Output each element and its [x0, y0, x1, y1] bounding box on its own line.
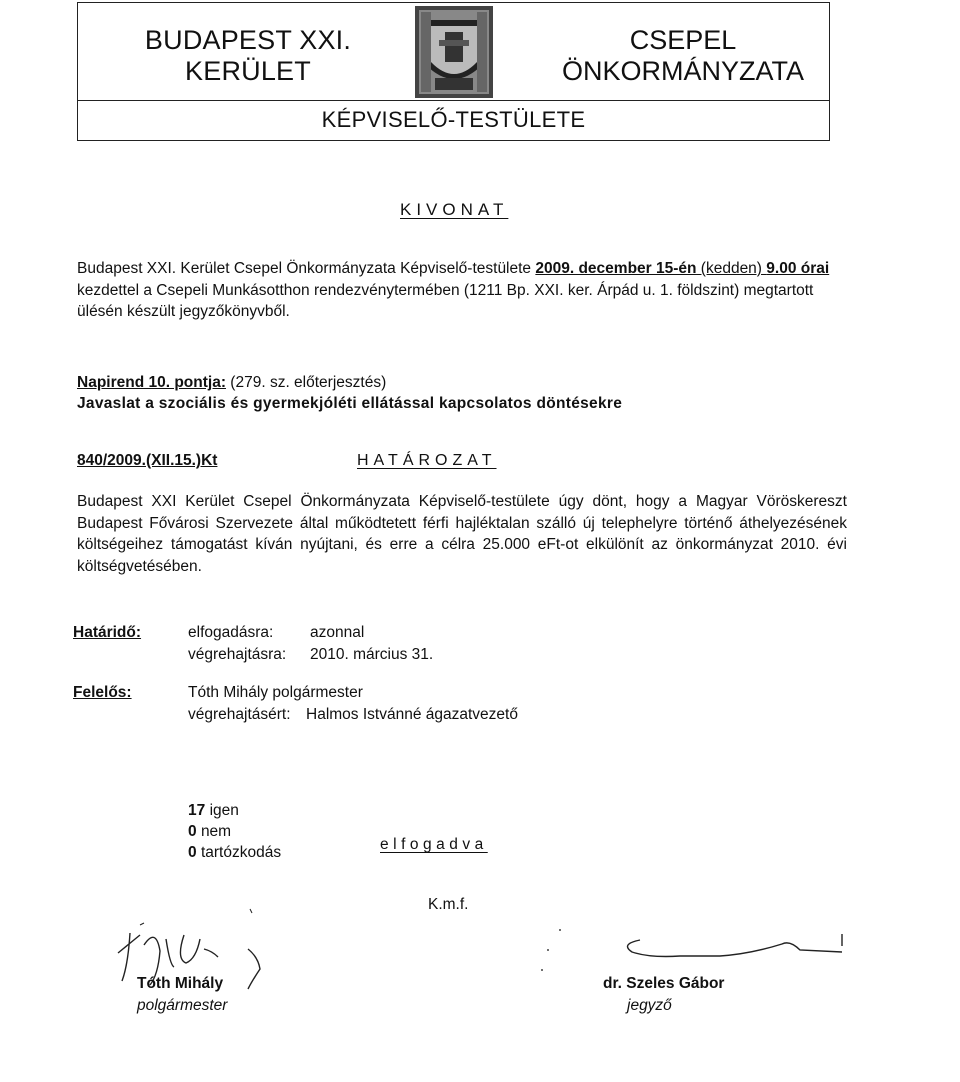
responsible-label: Felelős: [73, 684, 132, 701]
vote-result: elfogadva [380, 836, 488, 853]
vote-yes: 17 igen [188, 802, 239, 819]
letterhead-left-line2: KERÜLET [185, 56, 311, 86]
intro-text-2: (kedden) [696, 260, 767, 277]
mayor-title: polgármester [137, 997, 228, 1014]
notary-title: jegyző [627, 997, 672, 1014]
letterhead-divider [78, 100, 829, 101]
intro-paragraph [77, 258, 847, 323]
responsible-row2-key: végrehajtásért: [188, 706, 291, 723]
letterhead-left [128, 25, 368, 87]
deadline-row2-value: 2010. március 31. [310, 646, 434, 663]
deadline-row1-key: elfogadásra: [188, 624, 274, 641]
deadline-row2-key: végrehajtásra: [188, 646, 287, 663]
vote-no: 0 nem [188, 823, 232, 840]
intro-text-1: Budapest XXI. Kerület Csepel Önkormányzata Képviselő-testülete [77, 260, 536, 277]
mayor-name: Tóth Mihály [137, 975, 224, 992]
intro-text-3: kezdettel a Csepeli Munkásotthon rendezvénytermében (1211 Bp. XXI. ker. Árpád u. 1. földszint) megtartott ülésén készült jegyzőkönyvből. [77, 281, 814, 320]
letterhead-box [77, 2, 830, 141]
deadline-label: Határidő: [73, 624, 142, 641]
agenda-title: Javaslat a szociális és gyermekjóléti ellátással kapcsolatos döntésekre [77, 395, 623, 412]
letterhead-right-line2: ÖNKORMÁNYZATA [561, 56, 804, 86]
notary-name: dr. Szeles Gábor [603, 975, 725, 992]
agenda-label: Napirend 10. pontja: [77, 374, 226, 391]
vote-abstain: 0 tartózkodás [188, 844, 282, 861]
resolution-text: Budapest XXI Kerület Csepel Önkormányzata Képviselő-testülete úgy dönt, hogy a Magyar Vöröskereszt Budapest Fővárosi Szervezete által működtetett férfi hajléktalan szálló új telephelyre történő áthelyezésének költségeihez támogatást kíván nyújtani, és erre a célra 25.000 eFt-ot elkülönít az önkormányzat 2010. évi költségvetésében. [77, 493, 847, 575]
responsible-row2-value: Halmos Istvánné ágazatvezető [306, 706, 518, 723]
agenda-note: (279. sz. előterjesztés) [226, 374, 387, 391]
notary-signature-icon [520, 900, 860, 980]
intro-time: 9.00 órai [766, 260, 830, 277]
intro-date: 2009. december 15-én [535, 260, 697, 277]
vote-results [188, 800, 281, 863]
coat-of-arms-icon [415, 6, 493, 98]
letterhead-left-line1: BUDAPEST XXI. [144, 25, 352, 55]
responsible-row1: Tóth Mihály polgármester [188, 684, 363, 701]
letterhead-right-line1: CSEPEL [629, 25, 737, 55]
letterhead-body: KÉPVISELŐ-TESTÜLETE [321, 107, 586, 132]
agenda-line [77, 374, 386, 392]
kmf-note: K.m.f. [428, 896, 469, 913]
resolution-title: HATÁROZAT [357, 452, 497, 469]
resolution-number: 840/2009.(XII.15.)Kt [77, 452, 218, 469]
deadline-row1-value: azonnal [310, 624, 365, 641]
letterhead-right [533, 25, 833, 87]
document-title: KIVONAT [400, 200, 509, 219]
